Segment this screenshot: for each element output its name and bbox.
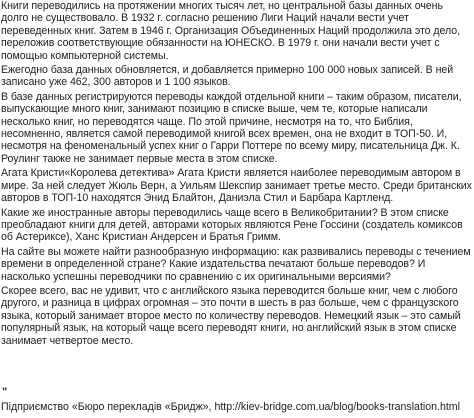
paragraph-site-info: На сайте вы можете найти разнообразную информацию: как развивались переводы с течением времени в определенной стране? Какие издательства печатают больше переводов? И насколько успешны переводчики по сравнению с их оригинальными версиями? (1, 245, 471, 283)
paragraph-languages: Скорее всего, вас не удивит, что с английского языка переводится больше книг, чем с любого другого, и разница в цифрах огромная – это почти в шесть в раз больше, чем с французского языка, который занимает второе место по количеству переводов. Немецкий язык – это самый популярный язык, на который чаще всего переводят книги, но английский язык в этом списке занимает четвертое место. (1, 284, 461, 347)
article-body (1, 0, 472, 348)
paragraph-database-stats: Ежегодно база данных обновляется, и добавляется примерно 100 000 новых записей. В ней записано уже 462, 300 авторов и 1 100 языков. (1, 64, 454, 89)
paragraph-agatha-christie: Агата Кристи«Королева детектива» Агата Кристи является наиболее переводимым автором в мире. За ней следует Жюль Верн, а Уильям Шекспир занимает третье место. Среди британских авторов в ТОП-10 находятся Энид Блайтон, Даниэла Стил и Барбара Картленд. (1, 167, 472, 205)
source-attribution (1, 401, 460, 414)
quote-marker: " (2, 386, 8, 398)
paragraph-foreign-authors: Какие же иностранные авторы переводились чаще всего в Великобритании? В этом списке преобладают книги для детей, авторами которых являются Рене Госсини (создатель комиксов об Астериксе), Ханс Кристиан Андерсен и Братья Гримм. (1, 206, 463, 244)
paragraph-history: Книги переводились на протяжении многих тысяч лет, но центральной базы данных очень долго не существовало. В 1932 г. согласно решению Лиги Наций начали вести учет переведенных книг. Затем в 1946 г. Организация Объединенных Наций продолжила это дело, переложив соответствующие обязанности на ЮНЕСКО. В 1979 г. они начали вести учет с помощью компьютерной системы. (1, 0, 460, 62)
source-link[interactable]: http://kiev-bridge.com.ua/blog/books-translation.html (214, 401, 460, 413)
source-company: Підприємство «Бюро перекладів «Бридж», (1, 401, 215, 413)
paragraph-registration: В базе данных регистрируются переводы каждой отдельной книги – таким образом, писатели, выпускающие много книг, занимают позицию в списке выше, чем те, которые написали несколько книг, но переводятся чаще. По этой причине, несмотря на то, что Библия, несомненно, является самой переводимой книгой всех времен, она не входит в ТОП-50. И, несмотря на феноменальный успех книг о Гарри Поттере по всему миру, писательница Дж. К. Роулинг также не занимает первые места в этом списке. (1, 90, 462, 165)
